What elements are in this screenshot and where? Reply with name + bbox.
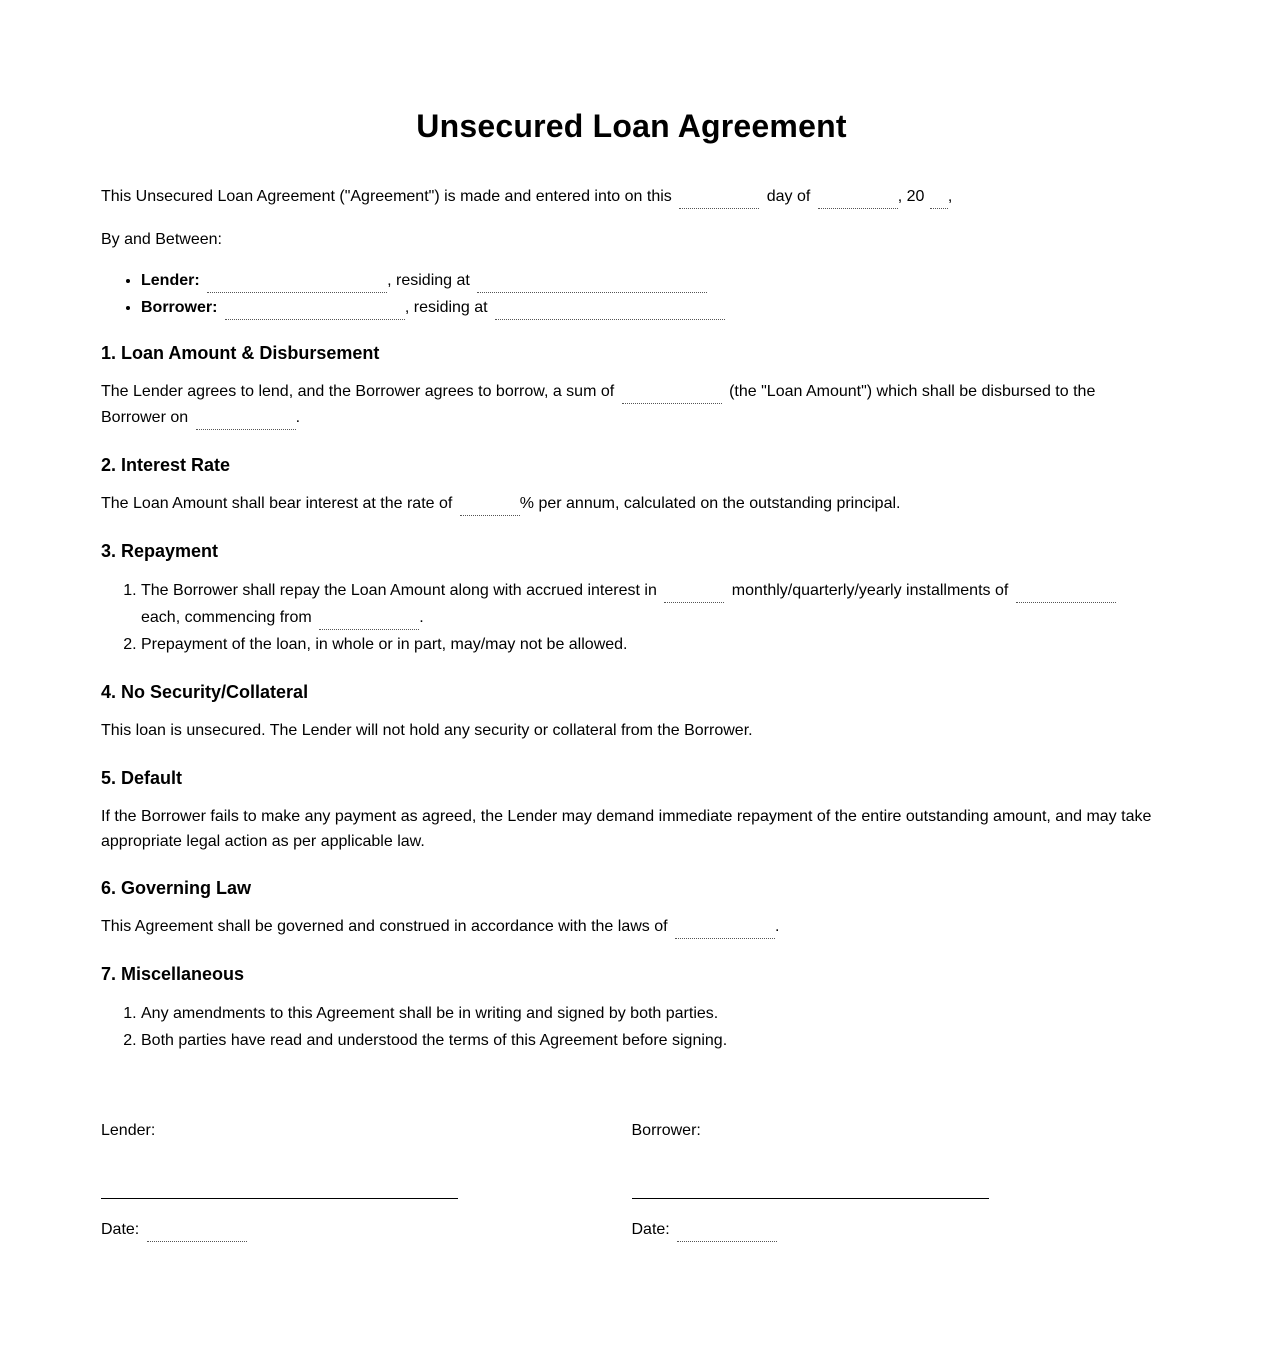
date-label: Date: [101, 1221, 140, 1238]
document-title: Unsecured Loan Agreement [416, 108, 847, 144]
section-text: The Loan Amount shall bear interest at the rate of [101, 495, 453, 512]
section-body [101, 379, 1162, 431]
borrower-signature-block [632, 1118, 1163, 1243]
intro-end-text: , [947, 188, 953, 205]
lender-label: Lender: [141, 272, 200, 289]
list-item: 1. Any amendments to this Agreement shall be in writing and signed by both parties. [141, 1000, 1162, 1027]
day-field[interactable] [679, 191, 759, 209]
borrower-date-field[interactable] [677, 1224, 777, 1242]
section-loan-amount [101, 341, 1162, 431]
borrower-address-field[interactable] [495, 302, 725, 320]
item-text: Prepayment of the loan, in whole or in part, may/may not be allowed. [141, 636, 628, 653]
borrower-residing-text: , residing at [404, 299, 488, 316]
lender-address-field[interactable] [477, 275, 707, 293]
item-text: each, commencing from [141, 609, 312, 626]
section-no-security [101, 680, 1162, 744]
party-borrower [141, 294, 1162, 321]
lender-signature-label: Lender: [101, 1122, 156, 1139]
year-prefix-text: , 20 [897, 188, 925, 205]
section-body: This loan is unsecured. The Lender will not hold any security or collateral from the Borrower. [101, 722, 753, 739]
section-text: % per annum, calculated on the outstanding principal. [519, 495, 901, 512]
section-heading: 6. Governing Law [101, 878, 252, 898]
list-item [141, 577, 1162, 631]
section-text: (the "Loan Amount") which shall be disbursed to the Borrower on [101, 383, 1096, 426]
borrower-signature-label: Borrower: [631, 1122, 701, 1139]
commencement-date-field[interactable] [319, 612, 419, 630]
lender-residing-text: , residing at [387, 272, 470, 289]
parties-list [101, 267, 1162, 321]
section-text: The Lender agrees to lend, and the Borrower agrees to borrow, a sum of [101, 383, 615, 400]
section-body: If the Borrower fails to make any payment as agreed, the Lender may demand immediate repayment of the entire outstanding amount, and may take appropriate legal action as per applicable law. [101, 808, 1152, 850]
section-body [101, 914, 1162, 940]
lender-name-field[interactable] [207, 275, 387, 293]
list-item: 2. Both parties have read and understood the terms of this Agreement before signing. [141, 1027, 1162, 1054]
lender-signature-block [101, 1118, 632, 1243]
borrower-label: Borrower: [141, 299, 218, 316]
year-field[interactable] [930, 191, 948, 209]
section-heading: 1. Loan Amount & Disbursement [101, 343, 380, 363]
by-and-between: By and Between: [101, 231, 222, 248]
month-field[interactable] [818, 191, 898, 209]
section-heading: 5. Default [101, 768, 183, 788]
interest-rate-field[interactable] [460, 498, 520, 516]
section-heading: 7. Miscellaneous [101, 964, 245, 984]
item-text: The Borrower shall repay the Loan Amount along with accrued interest in [141, 582, 657, 599]
disbursement-date-field[interactable] [196, 412, 296, 430]
section-default [101, 766, 1162, 854]
governing-law-field[interactable] [675, 921, 775, 939]
borrower-name-field[interactable] [225, 302, 405, 320]
installment-count-field[interactable] [664, 585, 724, 603]
list-item [141, 631, 1162, 658]
item-text: . [419, 609, 424, 626]
item-text: monthly/quarterly/yearly installments of [731, 582, 1009, 599]
section-text: . [775, 918, 780, 935]
lender-date-row [101, 1217, 632, 1243]
repayment-list [101, 577, 1162, 658]
lender-signature-line[interactable] [101, 1198, 458, 1199]
miscellaneous-list [101, 1000, 1162, 1054]
loan-amount-field[interactable] [622, 386, 722, 404]
section-repayment [101, 539, 1162, 658]
section-text: . [295, 409, 301, 426]
section-miscellaneous [101, 962, 1162, 1054]
intro-paragraph [101, 184, 1162, 210]
section-text: This Agreement shall be governed and construed in accordance with the laws of [101, 918, 668, 935]
section-governing-law [101, 876, 1162, 940]
day-of-text: day of [766, 188, 811, 205]
section-heading: 4. No Security/Collateral [101, 682, 309, 702]
section-interest-rate [101, 453, 1162, 517]
date-label: Date: [631, 1221, 670, 1238]
borrower-signature-line[interactable] [632, 1198, 989, 1199]
section-heading: 2. Interest Rate [101, 455, 231, 475]
signature-area [101, 1118, 1162, 1243]
intro-text: This Unsecured Loan Agreement ("Agreement") is made and entered into on this [101, 188, 672, 205]
borrower-date-row [632, 1217, 1163, 1243]
lender-date-field[interactable] [147, 1224, 247, 1242]
section-body [101, 491, 1162, 517]
section-heading: 3. Repayment [101, 541, 219, 561]
party-lender [141, 267, 1162, 294]
installment-amount-field[interactable] [1016, 585, 1116, 603]
